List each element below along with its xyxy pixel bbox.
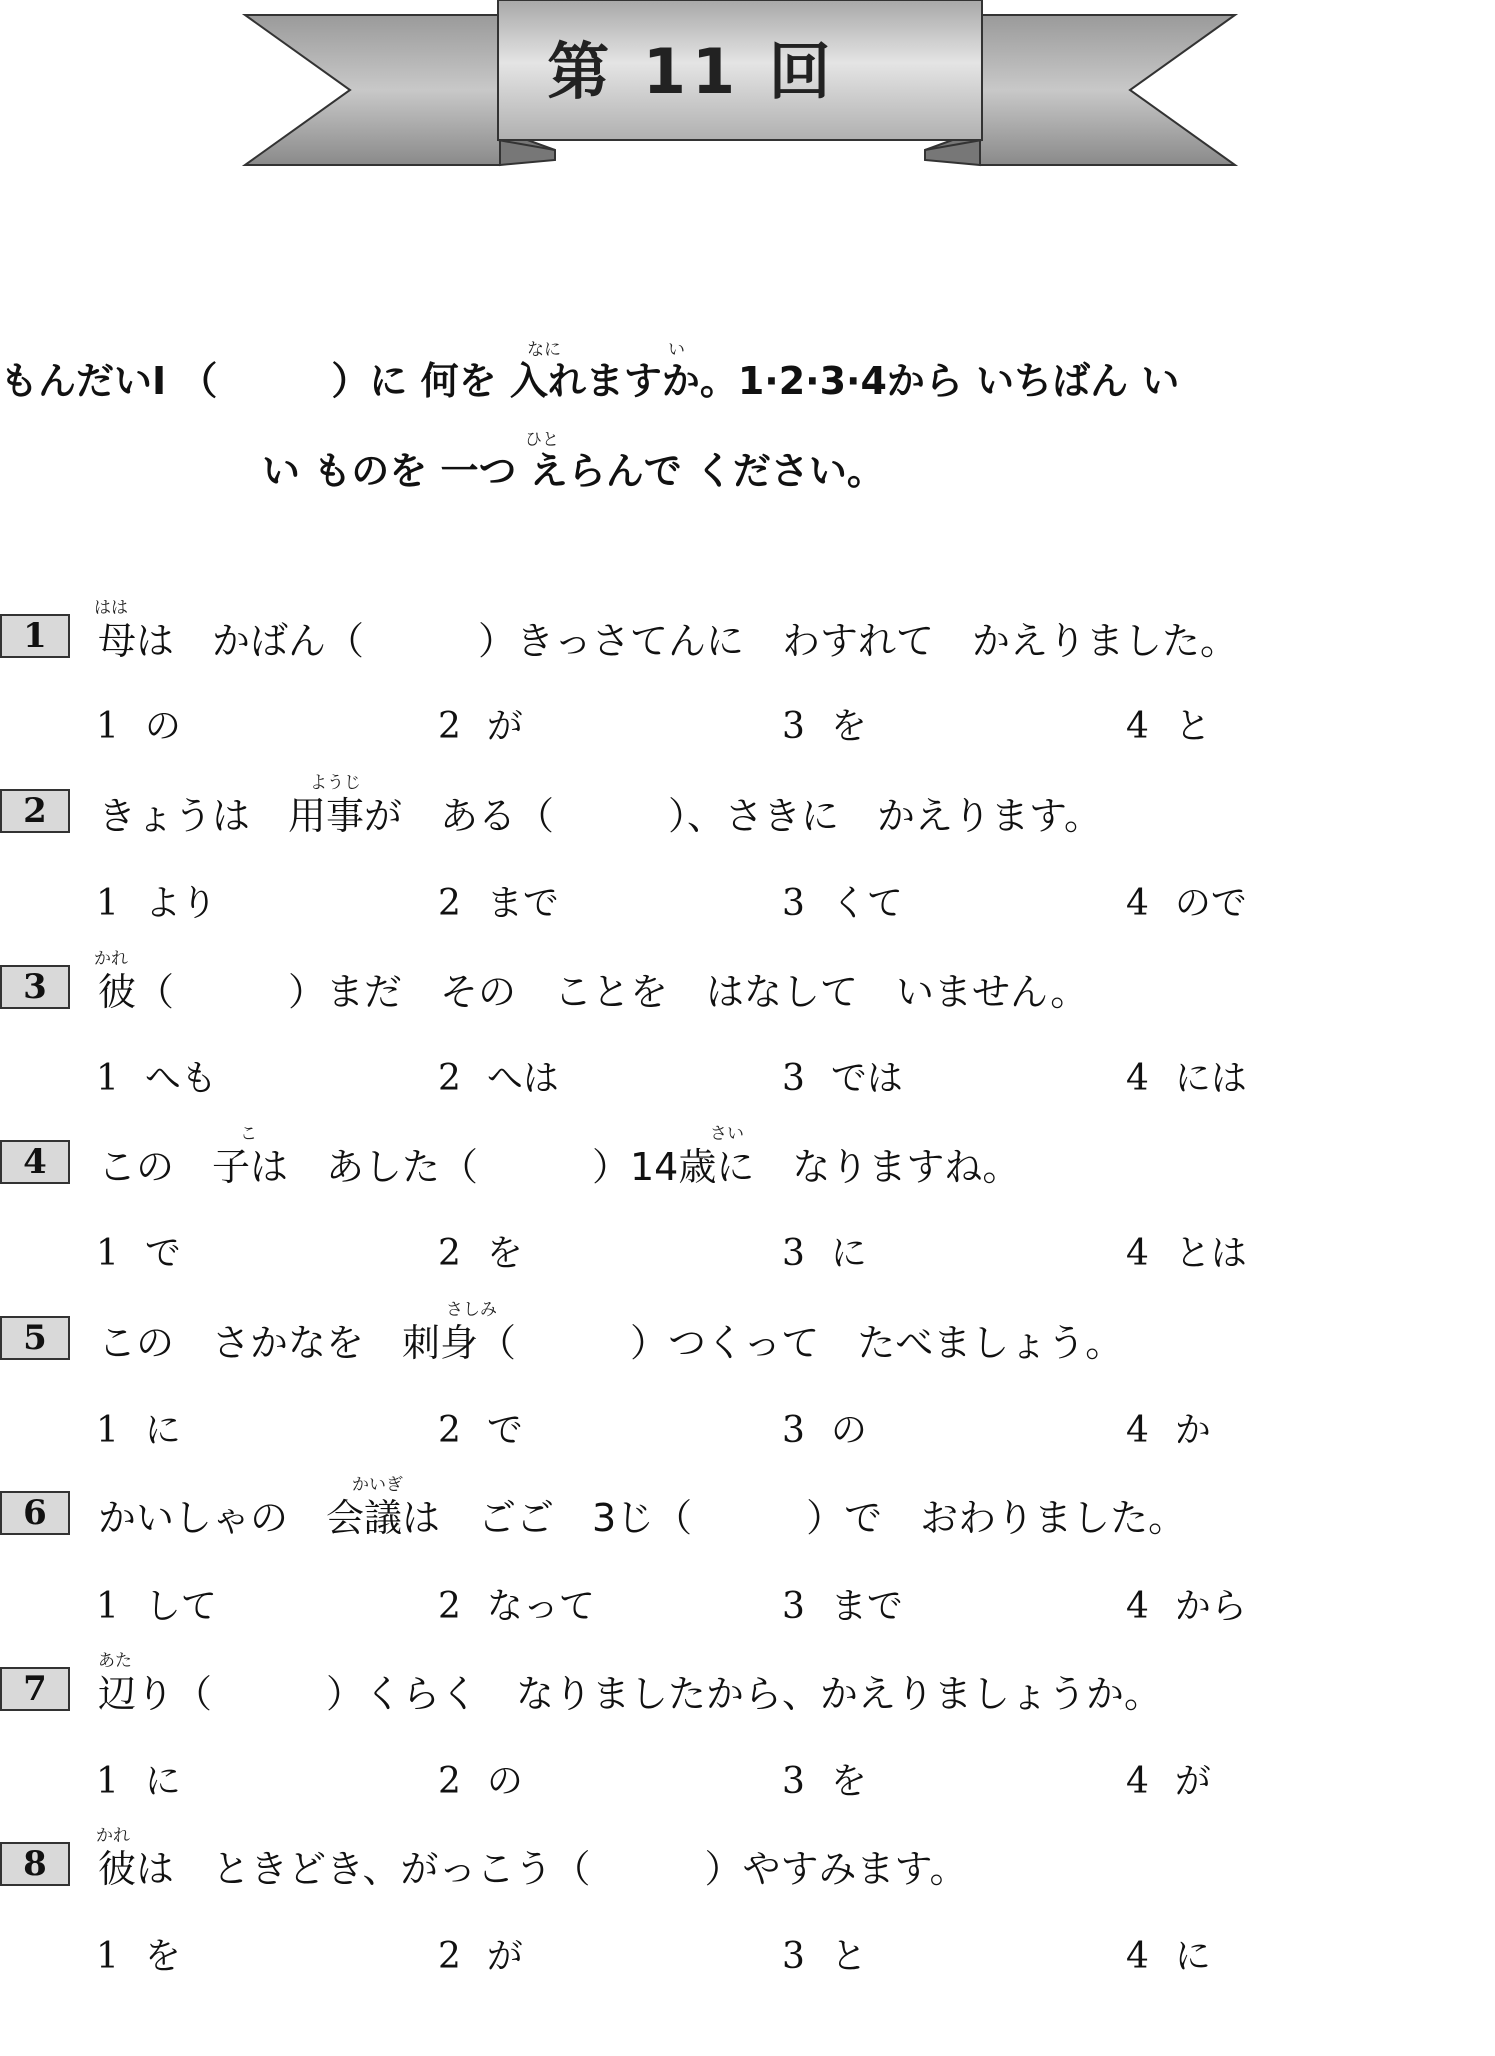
question-4-text: この 子は あした（ ）14歳に なりますね。 (98, 1145, 1021, 1189)
question-number-2: 2 (0, 789, 70, 833)
question-8-option-2[interactable]: 2 が (438, 1936, 523, 1977)
ruby-hito: ひと (525, 430, 559, 450)
question-2-option-1[interactable]: 1 より (96, 883, 217, 924)
question-2-ruby: ようじ (310, 773, 361, 793)
question-6-option-2[interactable]: 2 なって (438, 1586, 595, 1627)
question-2-text: きょうは 用事が ある（ ）、さきに かえります。 (98, 794, 1102, 838)
question-6-option-4[interactable]: 4 から (1126, 1586, 1247, 1627)
question-7-option-2[interactable]: 2 の (438, 1761, 523, 1802)
question-number-1: 1 (0, 614, 70, 658)
question-8-ruby: かれ (96, 1826, 130, 1846)
instruction-line-2: い ものを 一つ えらんで ください。 (262, 449, 885, 493)
question-8-option-1[interactable]: 1 を (96, 1936, 181, 1977)
question-5-option-4[interactable]: 4 か (1126, 1410, 1211, 1451)
question-7-option-1[interactable]: 1 に (96, 1761, 181, 1802)
question-8-option-3[interactable]: 3 と (782, 1936, 867, 1977)
question-number-3: 3 (0, 965, 70, 1009)
question-3-option-1[interactable]: 1 へも (96, 1058, 217, 1099)
question-2-option-4[interactable]: 4 ので (1126, 883, 1247, 924)
question-3-option-4[interactable]: 4 には (1126, 1058, 1247, 1099)
question-4-option-2[interactable]: 2 を (438, 1233, 523, 1274)
question-3-option-2[interactable]: 2 へは (438, 1058, 559, 1099)
question-1-option-1[interactable]: 1 の (96, 706, 181, 747)
question-4-ruby-2: さい (710, 1124, 744, 1144)
question-number-7: 7 (0, 1667, 70, 1711)
question-number-8: 8 (0, 1842, 70, 1886)
question-4-ruby: こ (240, 1124, 257, 1144)
question-6-text: かいしゃの 会議は ごご 3じ（ ）で おわりました。 (98, 1496, 1187, 1540)
question-4-option-4[interactable]: 4 とは (1126, 1233, 1247, 1274)
ruby-i: い (668, 340, 685, 360)
question-4-option-3[interactable]: 3 に (782, 1233, 867, 1274)
question-7-ruby: あた (98, 1651, 132, 1671)
question-2-option-2[interactable]: 2 まで (438, 883, 559, 924)
question-5-option-2[interactable]: 2 で (438, 1410, 523, 1451)
question-5-option-3[interactable]: 3 の (782, 1410, 867, 1451)
question-number-6: 6 (0, 1491, 70, 1535)
question-1-option-2[interactable]: 2 が (438, 706, 523, 747)
question-3-option-3[interactable]: 3 では (782, 1058, 903, 1099)
question-3-ruby: かれ (94, 949, 128, 969)
question-1-option-4[interactable]: 4 と (1126, 706, 1211, 747)
question-8-option-4[interactable]: 4 に (1126, 1936, 1211, 1977)
page-title: 第 11 回 (547, 35, 837, 108)
question-7-text: 辺り（ ）くらく なりましたから、かえりましょうか。 (98, 1672, 1163, 1716)
question-7-option-4[interactable]: 4 が (1126, 1761, 1211, 1802)
instruction-line-1: もんだいⅠ （ ）に 何を 入れますか。1·2·3·4から いちばん い (0, 359, 1180, 403)
question-number-5: 5 (0, 1316, 70, 1360)
question-8-text: 彼は ときどき、がっこう（ ）やすみます。 (98, 1847, 968, 1891)
question-5-text: この さかなを 刺身（ ）つくって たべましょう。 (98, 1321, 1124, 1365)
question-6-ruby: かいぎ (352, 1475, 403, 1495)
question-1-ruby: はは (94, 598, 128, 618)
question-1-option-3[interactable]: 3 を (782, 706, 867, 747)
question-1-text: 母は かばん（ ）きっさてんに わすれて かえりました。 (98, 619, 1239, 663)
question-6-option-3[interactable]: 3 まで (782, 1586, 903, 1627)
title-banner (240, 0, 1240, 175)
question-5-ruby: さしみ (446, 1300, 497, 1320)
question-2-option-3[interactable]: 3 くて (782, 883, 903, 924)
question-7-option-3[interactable]: 3 を (782, 1761, 867, 1802)
ruby-nani: なに (527, 340, 561, 360)
question-6-option-1[interactable]: 1 して (96, 1586, 217, 1627)
question-number-4: 4 (0, 1140, 70, 1184)
question-4-option-1[interactable]: 1 で (96, 1233, 181, 1274)
question-3-text: 彼（ ）まだ その ことを はなして いません。 (98, 970, 1089, 1014)
question-5-option-1[interactable]: 1 に (96, 1410, 181, 1451)
